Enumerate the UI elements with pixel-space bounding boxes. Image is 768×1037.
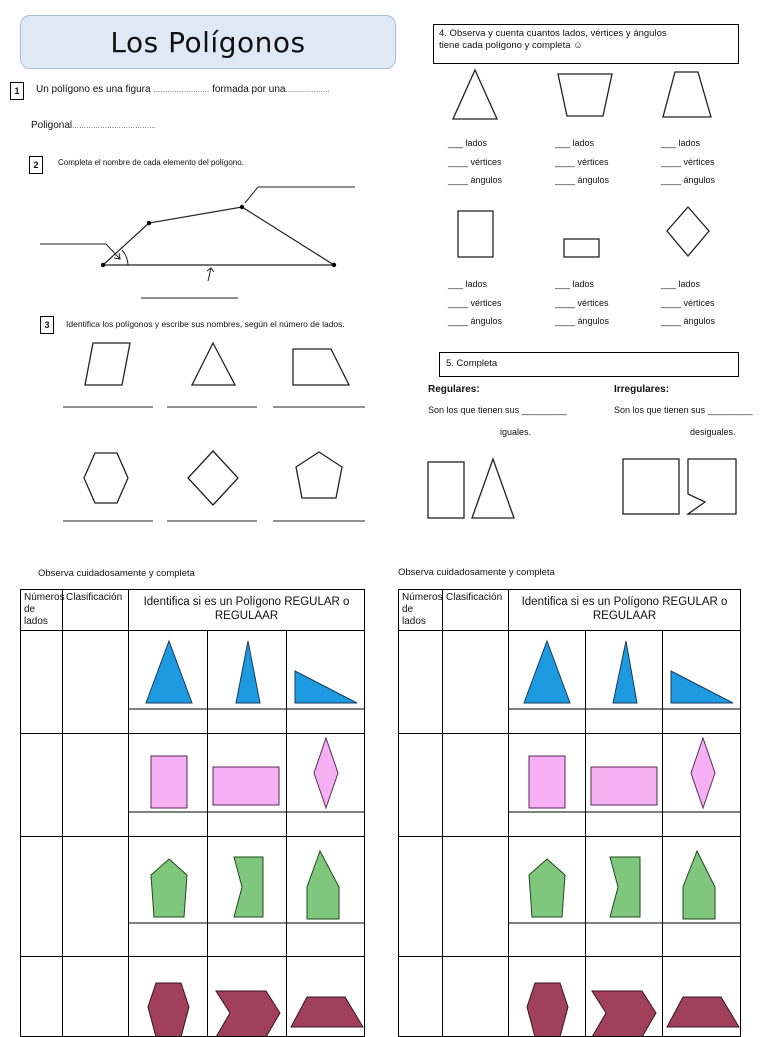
irregular-word: desiguales.	[690, 427, 736, 437]
answer-cell[interactable]	[63, 631, 129, 734]
answer-cell[interactable]	[21, 837, 63, 957]
q4-labels-col3-row2: ___ lados ____ vértices ____ ángulos	[661, 279, 716, 326]
q1-poligonal-label: Poligonal	[31, 120, 73, 131]
q1-text-b: formada por una	[212, 84, 286, 95]
answer-cell[interactable]	[443, 957, 509, 1037]
regular-word: iguales.	[500, 427, 532, 437]
header-classification: Clasificación	[63, 590, 129, 631]
page-title: Los Polígonos	[110, 25, 306, 59]
right-classification-table	[398, 589, 741, 1037]
answer-cell[interactable]	[21, 631, 63, 734]
answer-cell[interactable]	[399, 631, 443, 734]
q4-labels-col2-row2: ___ lados ____ vértices ____ ángulos	[555, 279, 610, 326]
question-4-line-1: 4. Observa y cuenta cuantos lados, vértices y ángulos	[439, 28, 667, 39]
hexagon-shape	[84, 453, 128, 503]
answer-cell[interactable]	[443, 837, 509, 957]
header-numbers: Números de lados	[399, 590, 443, 631]
left-table-caption: Observa cuidadosamente y completa	[38, 568, 195, 579]
triangle-shape	[192, 343, 235, 385]
question-3-number: 3	[40, 316, 54, 334]
question-1-number: 1	[10, 82, 24, 100]
header-classification: Clasificación	[443, 590, 509, 631]
header-identify: Identifica si es un Polígono REGULAR o REGULAAR	[509, 590, 741, 631]
left-classification-table	[20, 589, 365, 1037]
answer-cell[interactable]	[399, 837, 443, 957]
regular-title: Regulares:	[428, 384, 480, 395]
question-4-line-2: tiene cada polígono y completa ☺	[439, 39, 583, 51]
q4-labels-col2-row1: ___ lados ____ vértices ____ ángulos	[555, 138, 610, 185]
question-2-text: Completa el nombre de cada elemento del polígono.	[58, 158, 244, 167]
irregular-text: Son los que tienen sus _________	[614, 405, 753, 415]
q5-shapes	[425, 455, 745, 525]
answer-cell[interactable]	[21, 957, 63, 1037]
answer-cell[interactable]	[63, 837, 129, 957]
answer-cell[interactable]	[443, 734, 509, 837]
answer-cell[interactable]	[63, 957, 129, 1037]
question-5-text: 5. Completa	[446, 358, 498, 369]
question-1-line-1	[36, 84, 329, 95]
question-3-text: Identifica los polígonos y escribe sus nombres, según el número de lados.	[66, 319, 345, 329]
right-table-caption: Observa cuidadosamente y completa	[398, 567, 555, 578]
q3-shapes	[55, 335, 375, 535]
header-numbers: Números de lados	[21, 590, 63, 631]
question-2-number: 2	[29, 156, 43, 174]
answer-cell[interactable]	[399, 734, 443, 837]
parallelogram-shape	[85, 343, 130, 385]
irregular-title: Irregulares:	[614, 384, 670, 395]
q1-dots-1[interactable]: ……………………	[153, 87, 210, 94]
rhombus-shape	[188, 451, 238, 505]
question-1-line-2	[31, 120, 156, 131]
q1-dots-3[interactable]: ………………………………	[72, 123, 157, 130]
q4-labels-col1-row1: ___ lados ____ vértices ____ ángulos	[448, 138, 503, 185]
question-4-box	[433, 24, 739, 64]
q4-labels-col1-row2: ___ lados ____ vértices ____ ángulos	[448, 279, 503, 326]
title-banner	[20, 15, 396, 69]
header-identify: Identifica si es un Polígono REGULAR o REGULAAR	[129, 590, 365, 631]
regular-text: Son los que tienen sus _________	[428, 405, 567, 415]
polygon-elements-diagram	[36, 180, 366, 305]
trapezoid-shape	[293, 349, 349, 385]
answer-cell[interactable]	[21, 734, 63, 837]
pentagon-shape	[296, 452, 342, 498]
answer-cell[interactable]	[63, 734, 129, 837]
q1-text-a: Un polígono es una figura	[36, 84, 151, 95]
q4-labels-col3-row1: ___ lados ____ vértices ____ ángulos	[661, 138, 716, 185]
answer-cell[interactable]	[443, 631, 509, 734]
answer-cell[interactable]	[399, 957, 443, 1037]
question-5-box	[439, 352, 739, 377]
q1-dots-2[interactable]: ……………….	[285, 87, 330, 94]
